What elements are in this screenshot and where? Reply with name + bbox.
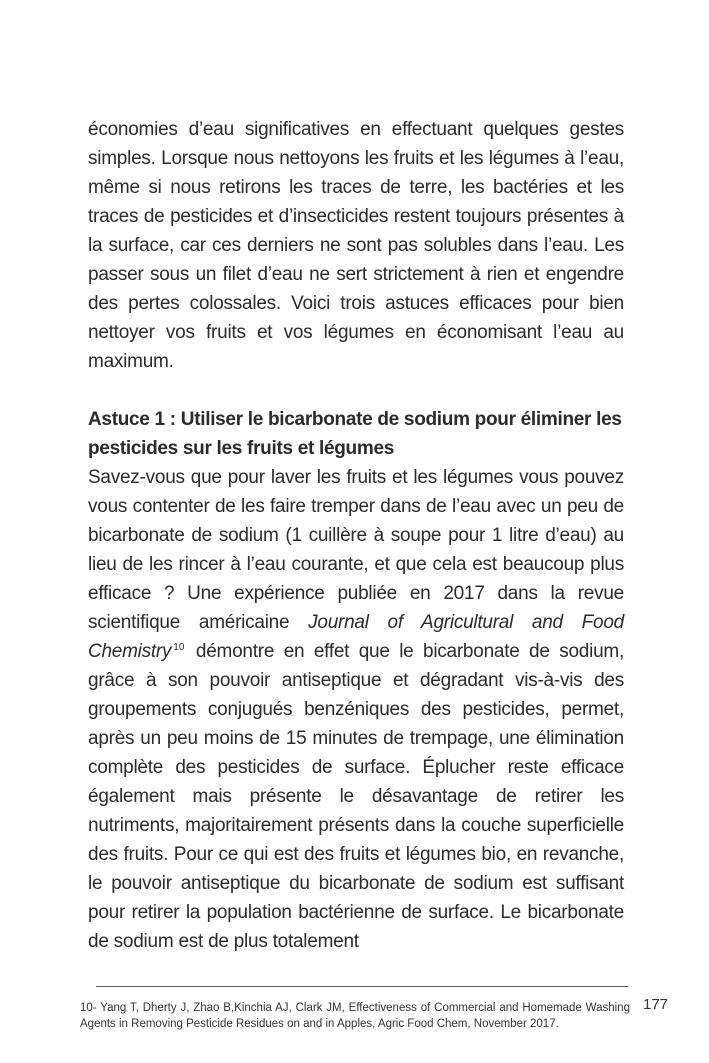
footnote: 10- Yang T, Dherty J, Zhao B,Kinchia AJ, Clark JM, Effectiveness of Commercial and Homemade Washing Agents in Removing Pesticide Residues on and in Apples, Agric Food Chem, November 2017. bbox=[80, 1002, 630, 1030]
footnote-divider bbox=[96, 986, 628, 987]
page-number: 177 bbox=[643, 996, 669, 1013]
body-paragraph-tip-1 bbox=[88, 463, 624, 956]
footnote-reference[interactable]: 10 bbox=[173, 641, 185, 653]
section-heading: Astuce 1 : Utiliser le bicarbonate de sodium pour éliminer les pesticides sur les fruits et légumes bbox=[88, 409, 622, 459]
paragraph-text-end: démontre en effet que le bicarbonate de sodium, grâce à son pouvoir antiseptique et dégradant vis-à-vis des groupements conjugués benzéniques des pesticides, permet, après un peu moins de 15 minutes de trempage, une élimination complète des pesticides de surface. Éplucher reste efficace également mais présente le désavantage de retirer les nutriments, majoritairement présents dans la couche superficielle des fruits. Pour ce qui est des fruits et légumes bio, en revanche, le pouvoir antiseptique du bicarbonate de sodium est suffisant pour retirer la population bactérienne de surface. Le bicarbonate de sodium est de plus totalement bbox=[88, 641, 624, 952]
paragraph-text-start: Savez-vous que pour laver les fruits et les légumes vous pouvez vous contenter de les faire tremper dans de l’eau avec un peu de bicarbonate de sodium (1 cuillère à soupe pour 1 litre d’eau) au lieu de les rincer à l’eau courante, et que cela est beaucoup plus efficace ? Une expérience publiée en 2017 dans la revue scientifique américaine bbox=[88, 467, 624, 633]
body-paragraph-intro: économies d’eau significatives en effectuant quelques gestes simples. Lorsque nous nettoyons les fruits et les légumes à l’eau, même si nous retirons les traces de terre, les bactéries et les traces de pesticides et d’insecticides restent toujours présentes à la surface, car ces derniers ne sont pas solubles dans l’eau. Les passer sous un filet d’eau ne sert strictement à rien et engendre des pertes colossales. Voici trois astuces efficaces pour bien nettoyer vos fruits et vos légumes en économisant l’eau au maximum. bbox=[88, 119, 624, 372]
journal-title: Journal of Agricultural and Food Chemistry bbox=[88, 612, 624, 662]
